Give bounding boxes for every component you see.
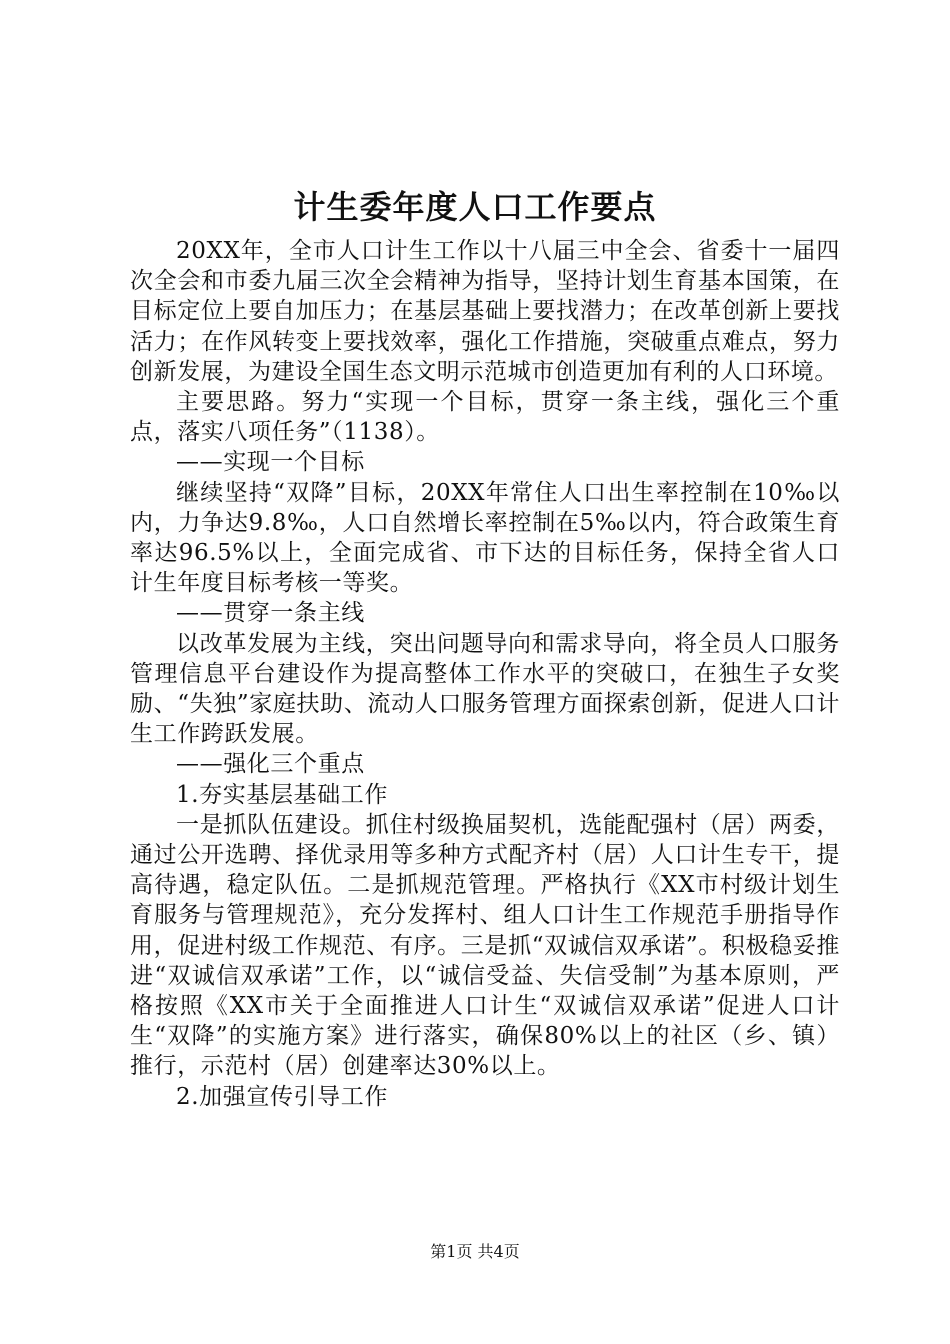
section-heading-mainline: ——贯穿一条主线	[176, 600, 365, 627]
mainline-paragraph: 以改革发展为主线，突出问题导向和需求导向，将全员人口服务管理信息平台建设作为提高整体工作水平的突破口，在独生子女奖励、“失独”家庭扶助、流动人口服务管理方面探索创新，促进人口计生工作跨跃发展。	[130, 630, 840, 748]
document-body	[130, 236, 840, 1112]
section-heading-focus: ——强化三个重点	[176, 751, 365, 778]
main-idea-paragraph: 主要思路。努力“实现一个目标，贯穿一条主线，强化三个重点，落实八项任务”（1138）。	[130, 389, 840, 446]
section-heading-goal: ——实现一个目标	[176, 449, 365, 476]
grassroots-paragraph: 一是抓队伍建设。抓住村级换届契机，选能配强村（居）两委，通过公开选聘、择优录用等多种方式配齐村（居）人口计生专干，提高待遇，稳定队伍。二是抓规范管理。严格执行《XX市村级计划生育服务与管理规范》，充分发挥村、组人口计生工作规范手册指导作用，促进村级工作规范、有序。三是抓“双诚信双承诺”。积极稳妥推进“双诚信双承诺”工作，以“诚信受益、失信受制”为基本原则，严格按照《XX市关于全面推进人口计生“双诚信双承诺”促进人口计生“双降”的实施方案》进行落实，确保80%以上的社区（乡、镇）推行，示范村（居）创建率达30%以上。	[130, 811, 840, 1080]
document-title: 计生委年度人口工作要点	[293, 188, 657, 226]
page-footer: 第1页 共4页	[430, 1242, 520, 1261]
subheading-grassroots: 1.夯实基层基础工作	[176, 781, 388, 808]
subheading-publicity: 2.加强宣传引导工作	[176, 1083, 388, 1110]
goal-paragraph: 继续坚持“双降”目标，20XX年常住人口出生率控制在10‰以内，力争达9.8‰，人口自然增长率控制在5‰以内，符合政策生育率达96.5%以上，全面完成省、市下达的目标任务，保持全省人口计生年度目标考核一等奖。	[130, 479, 840, 597]
intro-paragraph: 20XX年，全市人口计生工作以十八届三中全会、省委十一届四次全会和市委九届三次全会精神为指导，坚持计划生育基本国策，在目标定位上要自加压力；在基层基础上要找潜力；在改革创新上要找活力；在作风转变上要找效率，强化工作措施，突破重点难点，努力创新发展，为建设全国生态文明示范城市创造更加有利的人口环境。	[130, 238, 840, 385]
